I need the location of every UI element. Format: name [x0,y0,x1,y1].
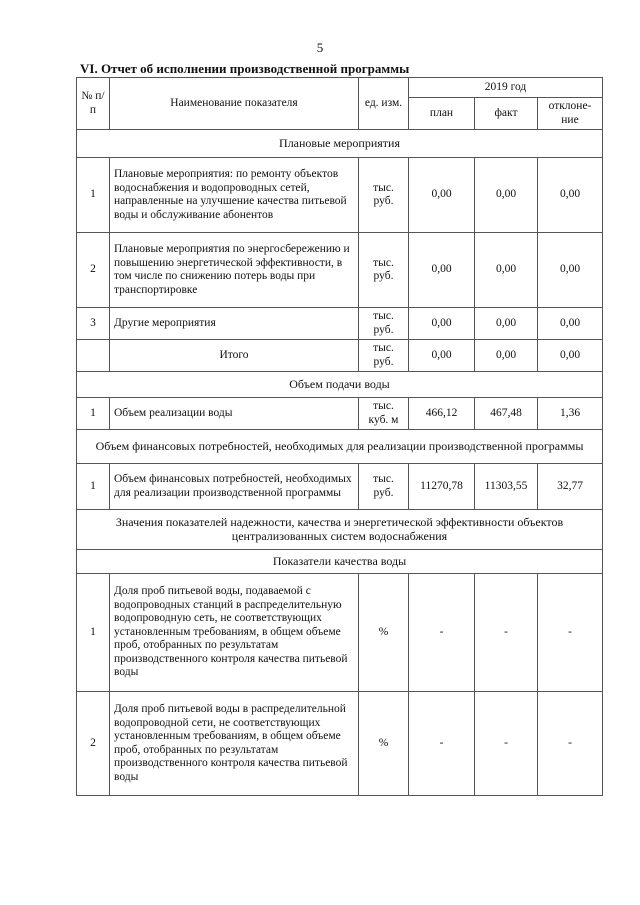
row-name: Плановые мероприятия по энергосбережению и повышению энергетической эффективности, в том числе по снижению потерь воды при транспортировке [110,233,359,308]
table-row [77,308,603,340]
header-num: № п/п [77,78,110,130]
row-num: 1 [77,464,110,510]
report-table [76,77,603,796]
row-fact: 0,00 [475,233,538,308]
row-plan: 0,00 [409,158,475,233]
row-num [77,340,110,372]
row-deviation: - [538,574,603,692]
row-num: 3 [77,308,110,340]
row-fact: 0,00 [475,308,538,340]
section-title: VI. Отчет об исполнении производственной программы [80,61,410,76]
table-row-total [77,340,603,372]
table-row [77,692,603,796]
table-row [77,233,603,308]
row-deviation: 0,00 [538,158,603,233]
row-fact: 0,00 [475,340,538,372]
row-deviation: 0,00 [538,233,603,308]
header-plan: план [409,98,475,130]
header-unit: ед. изм. [359,78,409,130]
row-num: 2 [77,692,110,796]
row-unit: тыс. руб. [359,340,409,372]
row-name: Итого [110,340,359,372]
row-deviation: 0,00 [538,340,603,372]
row-name: Объем реализации воды [110,398,359,430]
section-heading: Объем финансовых потребностей, необходимых для реализации производственной программы [77,430,603,464]
row-fact: 0,00 [475,158,538,233]
row-name: Другие мероприятия [110,308,359,340]
header-year: 2019 год [409,78,603,98]
row-deviation: 32,77 [538,464,603,510]
row-deviation: 0,00 [538,308,603,340]
page-number: 5 [316,40,324,55]
row-plan: 0,00 [409,340,475,372]
row-name: Доля проб питьевой воды, подаваемой с водопроводных станций в распределительную водопроводную сеть, не соответствующих установленным требованиям, в общем объеме проб, отобранных по результатам производственного контроля качества питьевой воды [110,574,359,692]
row-unit: тыс. руб. [359,464,409,510]
row-fact: 11303,55 [475,464,538,510]
section-heading: Показатели качества воды [77,550,603,574]
row-name: Плановые мероприятия: по ремонту объектов водоснабжения и водопроводных сетей, направленные на улучшение качества питьевой воды и обслуживание абонентов [110,158,359,233]
row-num: 1 [77,398,110,430]
row-plan: 11270,78 [409,464,475,510]
table-row [77,398,603,430]
section-heading: Плановые мероприятия [77,130,603,158]
row-name: Доля проб питьевой воды в распределительной водопроводной сети, не соответствующих установленным требованиям, в общем объеме проб, отобранных по результатам производственного контроля качества питьевой воды [110,692,359,796]
row-fact: - [475,574,538,692]
row-deviation: 1,36 [538,398,603,430]
row-unit: тыс. руб. [359,158,409,233]
section-heading: Значения показателей надежности, качества и энергетической эффективности объектов централизованных систем водоснабжения [77,510,603,550]
row-plan: - [409,692,475,796]
row-plan: 466,12 [409,398,475,430]
row-unit: тыс. руб. [359,233,409,308]
header-fact: факт [475,98,538,130]
row-plan: - [409,574,475,692]
row-fact: - [475,692,538,796]
row-num: 2 [77,233,110,308]
table-row [77,464,603,510]
row-name: Объем финансовых потребностей, необходимых для реализации производственной программы [110,464,359,510]
row-unit: тыс. руб. [359,308,409,340]
row-plan: 0,00 [409,233,475,308]
section-heading: Объем подачи воды [77,372,603,398]
row-num: 1 [77,158,110,233]
header-deviation: отклоне-ние [538,98,603,130]
row-plan: 0,00 [409,308,475,340]
row-deviation: - [538,692,603,796]
table-row [77,574,603,692]
row-unit: тыс. куб. м [359,398,409,430]
row-num: 1 [77,574,110,692]
row-unit: % [359,574,409,692]
table-row [77,158,603,233]
row-unit: % [359,692,409,796]
row-fact: 467,48 [475,398,538,430]
header-name: Наименование показателя [110,78,359,130]
